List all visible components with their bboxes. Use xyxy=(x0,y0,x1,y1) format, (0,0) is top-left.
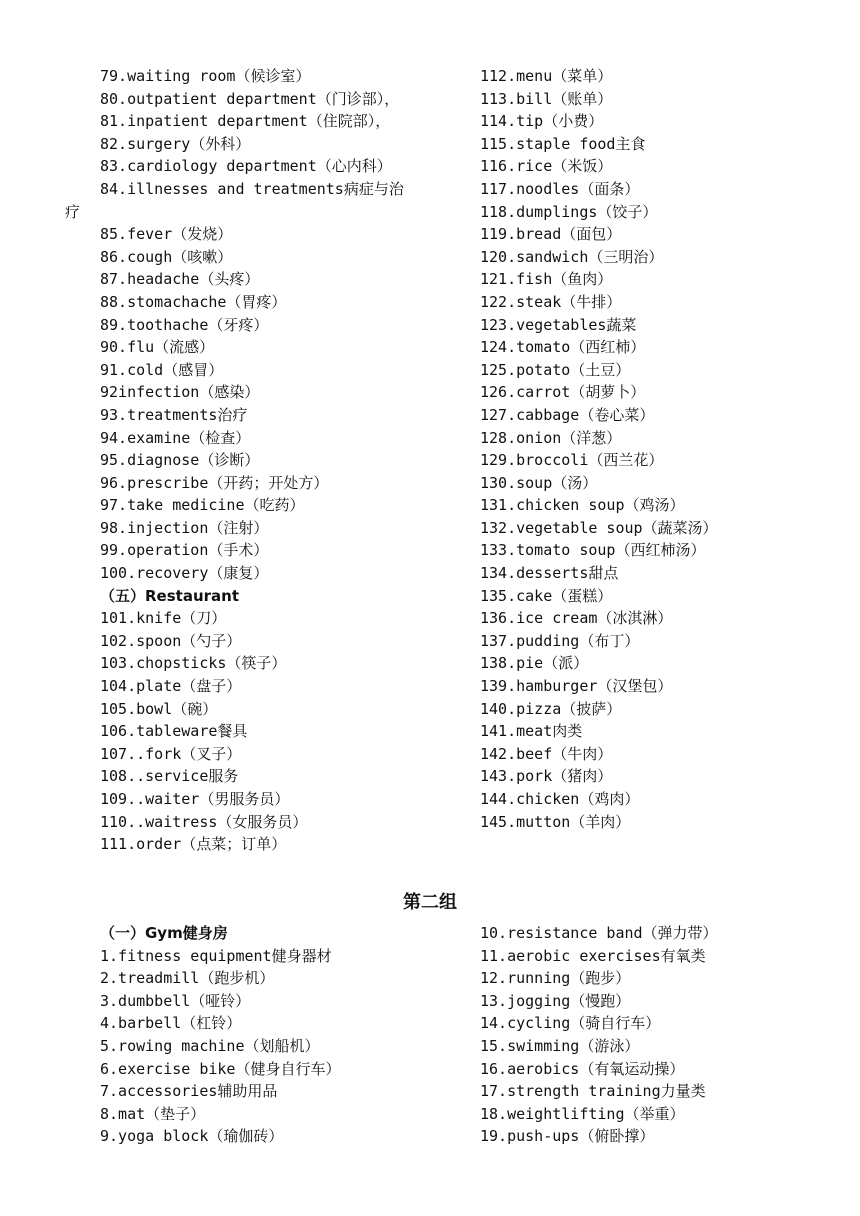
list-item: 84.illnesses and treatments病症与治 xyxy=(100,179,404,198)
top-right-column xyxy=(480,65,718,833)
list-item: 11.aerobic exercises有氧类 xyxy=(480,946,706,965)
list-item: 16.aerobics（有氧运动操） xyxy=(480,1059,685,1078)
list-item: 144.chicken（鸡肉） xyxy=(480,790,640,808)
list-item: 113.bill（账单） xyxy=(480,89,613,108)
list-item: 100.recovery（康复） xyxy=(100,564,269,583)
list-item: 110..waitress（女服务员） xyxy=(100,812,308,831)
list-item: 111.order（点菜；订单） xyxy=(100,835,287,854)
list-item: 99.operation（手术） xyxy=(100,541,269,560)
list-item: 140.pizza（披萨） xyxy=(480,699,622,718)
list-item: 104.plate（盘子） xyxy=(100,677,242,696)
list-item: 138.pie（派） xyxy=(480,654,589,673)
list-item: 9.yoga block（瑜伽砖） xyxy=(100,1127,284,1146)
list-item: 87.headache（头疼） xyxy=(100,270,260,289)
list-item: 122.steak（牛排） xyxy=(480,292,622,311)
list-item: 86.cough（咳嗽） xyxy=(100,247,233,266)
list-item: 142.beef（牛肉） xyxy=(480,744,613,763)
list-item: 126.carrot（胡萝卜） xyxy=(480,383,646,402)
list-item: 6.exercise bike（健身自行车） xyxy=(100,1059,341,1078)
list-item: 15.swimming（游泳） xyxy=(480,1036,640,1055)
section-heading-gym: （一）Gym健身房 xyxy=(100,924,228,942)
list-item: 13.jogging（慢跑） xyxy=(480,991,631,1010)
top-left-column xyxy=(65,65,404,856)
list-item: 119.bread（面包） xyxy=(480,225,622,244)
list-item: 90.flu（流感） xyxy=(100,338,215,357)
list-item: 8.mat（垫子） xyxy=(100,1104,206,1123)
list-item: 7.accessories辅助用品 xyxy=(100,1082,278,1101)
list-item: 141.meat肉类 xyxy=(480,722,583,741)
list-item: 129.broccoli（西兰花） xyxy=(480,451,664,470)
list-item: 79.waiting room（候诊室） xyxy=(100,67,311,85)
list-item: 85.fever（发烧） xyxy=(100,225,233,244)
list-item: 145.mutton（羊肉） xyxy=(480,812,631,831)
list-item: 82.surgery（外科） xyxy=(100,134,251,153)
list-item: 106.tableware餐具 xyxy=(100,722,248,741)
list-item: 89.toothache（牙疼） xyxy=(100,315,269,334)
list-item: 127.cabbage（卷心菜） xyxy=(480,405,655,424)
list-item: 107..fork（叉子） xyxy=(100,744,242,763)
list-item: 131.chicken soup（鸡汤） xyxy=(480,496,685,515)
list-item: 124.tomato（西红柿） xyxy=(480,338,646,357)
bottom-right-column xyxy=(480,922,718,1148)
list-item: 19.push-ups（俯卧撑） xyxy=(480,1127,655,1146)
list-item: 17.strength training力量类 xyxy=(480,1082,706,1101)
list-item: 2.treadmill（跑步机） xyxy=(100,969,275,988)
list-item: 130.soup（汤） xyxy=(480,473,598,492)
list-item: 96.prescribe（开药；开处方） xyxy=(100,473,329,492)
list-item: 102.spoon（勺子） xyxy=(100,631,242,650)
list-item: 136.ice cream（冰淇淋） xyxy=(480,609,673,628)
list-item: 132.vegetable soup（蔬菜汤） xyxy=(480,518,718,537)
list-item: 91.cold（感冒） xyxy=(100,360,224,379)
list-item: 88.stomachache（胃疼） xyxy=(100,292,287,311)
list-item: 80.outpatient department（门诊部）， xyxy=(100,89,400,108)
list-item: 10.resistance band（弹力带） xyxy=(480,924,718,942)
list-item: 103.chopsticks（筷子） xyxy=(100,654,287,673)
list-item: 98.injection（注射） xyxy=(100,518,269,537)
list-item: 133.tomato soup（西红柿汤） xyxy=(480,541,706,560)
list-item: 121.fish（鱼肉） xyxy=(480,270,613,289)
list-item: 143.pork（猪肉） xyxy=(480,767,613,786)
bottom-left-column xyxy=(100,922,340,1148)
list-item: 105.bowl（碗） xyxy=(100,699,218,718)
section-heading-restaurant: （五）Restaurant xyxy=(100,586,239,605)
list-item: 4.barbell（杠铃） xyxy=(100,1014,242,1033)
list-item: 108..service服务 xyxy=(100,767,239,786)
list-item: 115.staple food主食 xyxy=(480,134,646,153)
list-item: 117.noodles（面条） xyxy=(480,179,640,198)
list-item: 112.menu（菜单） xyxy=(480,67,613,85)
list-item-continuation: 疗 xyxy=(65,202,81,221)
list-item: 14.cycling（骑自行车） xyxy=(480,1014,661,1033)
list-item: 101.knife（刀） xyxy=(100,609,227,628)
list-item: 125.potato（土豆） xyxy=(480,360,631,379)
list-item: 135.cake（蛋糕） xyxy=(480,586,613,605)
list-item: 139.hamburger（汉堡包） xyxy=(480,677,673,696)
list-item: 95.diagnose（诊断） xyxy=(100,451,260,470)
list-item: 97.take medicine（吃药） xyxy=(100,496,305,515)
list-item: 5.rowing machine（划船机） xyxy=(100,1036,320,1055)
list-item: 118.dumplings（饺子） xyxy=(480,202,658,221)
list-item: 114.tip（小费） xyxy=(480,112,604,131)
list-item: 109..waiter（男服务员） xyxy=(100,790,290,808)
list-item: 93.treatments治疗 xyxy=(100,405,248,424)
list-item: 12.running（跑步） xyxy=(480,969,631,988)
list-item: 3.dumbbell（哑铃） xyxy=(100,991,251,1010)
list-item: 120.sandwich（三明治） xyxy=(480,247,664,266)
list-item: 81.inpatient department（住院部）， xyxy=(100,112,391,131)
list-item: 1.fitness equipment健身器材 xyxy=(100,946,332,965)
list-item: 92infection（感染） xyxy=(100,383,260,402)
list-item: 137.pudding（布丁） xyxy=(480,631,640,650)
list-item: 94.examine（检查） xyxy=(100,428,251,447)
list-item: 128.onion（洋葱） xyxy=(480,428,622,447)
group-title: 第二组 xyxy=(403,892,457,913)
list-item: 134.desserts甜点 xyxy=(480,564,619,583)
list-item: 116.rice（米饭） xyxy=(480,157,613,176)
list-item: 123.vegetables蔬菜 xyxy=(480,315,637,334)
list-item: 18.weightlifting（举重） xyxy=(480,1104,685,1123)
list-item: 83.cardiology department（心内科） xyxy=(100,157,392,176)
